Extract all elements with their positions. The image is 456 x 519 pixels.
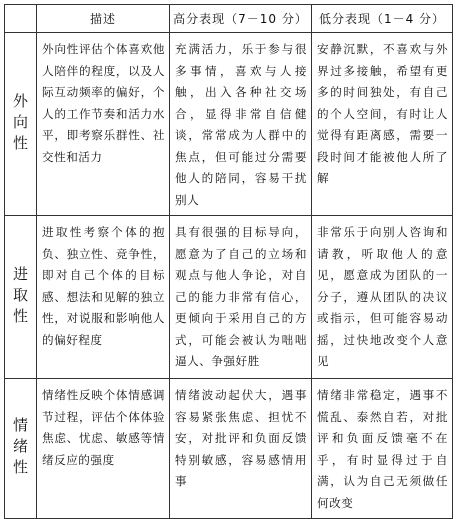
dimension-label: 外向性 xyxy=(5,33,37,216)
header-description: 描述 xyxy=(37,5,170,33)
dimension-label: 进取性 xyxy=(5,216,37,379)
description-cell: 进取性考察个体的抱负、独立性、竞争性，即对自己个体的目标感、想法和见解的独立性，对说服和影响他人的偏好程度 xyxy=(37,216,170,379)
high-score-cell: 充满活力，乐于参与很多事情，喜欢与人接触，出入各种社交场合，显得非常自信健谈，常常成为人群中的焦点，但可能过分需要他人的陪同，容易干扰别人 xyxy=(170,33,312,216)
table-row xyxy=(5,379,453,519)
header-high-score: 高分表现（7－10 分） xyxy=(170,5,312,33)
low-score-cell: 情绪非常稳定，遇事不慌乱、泰然自若，对批评和负面反馈毫不在乎，有时显得过于自满，认为自己无须做任何改变 xyxy=(312,379,453,519)
low-score-cell: 非常乐于向别人咨询和请教，听取他人的意见，愿意成为团队的一分子，遵从团队的决议或指示，但可能容易动摇，过快地改变个人意见 xyxy=(312,216,453,379)
header-dimension xyxy=(5,5,37,33)
description-cell: 情绪性反映个体情感调节过程，评估个体体验焦虑、忧虑、敏感等情绪反应的强度 xyxy=(37,379,170,519)
dimension-label: 情绪性 xyxy=(5,379,37,519)
header-row xyxy=(5,5,453,33)
low-score-cell: 安静沉默，不喜欢与外界过多接触，希望有更多的时间独处，有自己的个人空间，有时让人觉得有距离感，需要一段时间才能被他人所了解 xyxy=(312,33,453,216)
high-score-cell: 具有很强的目标导向，愿意为了自己的立场和观点与他人争论，对自己的能力非常有信心，更倾向于采用自己的方式，可能会被认为咄咄逼人、争强好胜 xyxy=(170,216,312,379)
table-row xyxy=(5,33,453,216)
high-score-cell: 情绪波动起伏大，遇事容易紧张焦虑、担忧不安，对批评和负面反馈特别敏感，容易感情用事 xyxy=(170,379,312,519)
header-low-score: 低分表现（1－4 分） xyxy=(312,5,453,33)
table-row xyxy=(5,216,453,379)
description-cell: 外向性评估个体喜欢他人陪伴的程度，以及人际互动频率的偏好，个人的工作节奏和活力水平，即考察乐群性、社交性和活力 xyxy=(37,33,170,216)
personality-trait-table xyxy=(4,4,453,519)
